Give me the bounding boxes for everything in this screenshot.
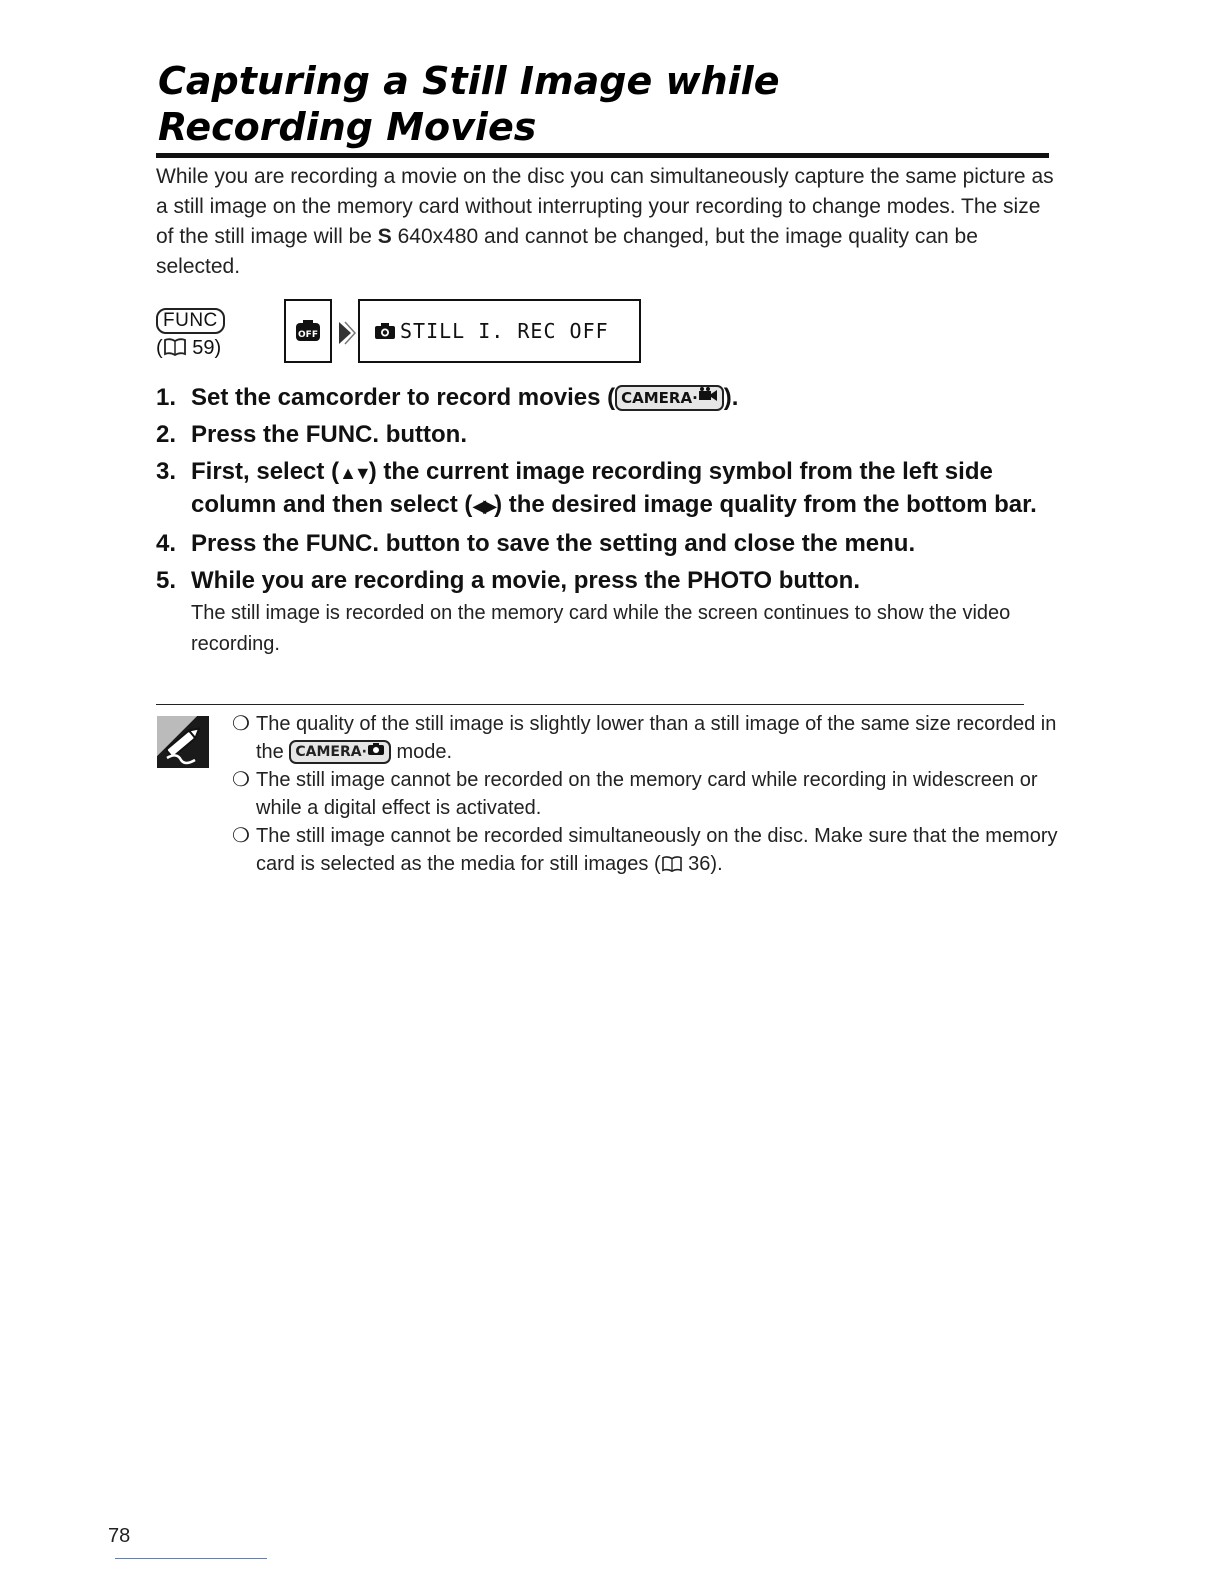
page-ref-open: (: [156, 337, 163, 359]
step-1: [156, 382, 1056, 413]
still-camera-icon: [374, 322, 396, 340]
step-2: [156, 419, 1056, 450]
note-text: The still image cannot be recorded on the memory card while recording in widescreen or while a digital effect is activated.: [256, 769, 1038, 819]
step-5-detail: The still image is recorded on the memory card while the screen continues to show the video recording.: [191, 602, 1011, 655]
note-3: [232, 822, 1062, 878]
step-number: 3.: [156, 458, 177, 485]
note-text-end: mode.: [390, 741, 453, 763]
step-number: 2.: [156, 421, 177, 448]
step-text: While you are recording a movie, press the PHOTO button.: [191, 567, 861, 594]
book-icon: [661, 855, 683, 873]
still-camera-icon: [367, 742, 385, 756]
menu-value-box: [358, 299, 641, 363]
bullet-icon: ❍: [232, 769, 250, 791]
movie-camera-icon: [698, 387, 718, 403]
step-text-end: ).: [723, 384, 739, 411]
notes-list: [232, 710, 1062, 878]
step-text-part-3: ) the desired image quality from the bottom bar.: [494, 491, 1037, 518]
badge-label: CAMERA·: [621, 389, 698, 407]
notes-rule: [156, 704, 1024, 705]
left-right-arrows-icon: ◀▶: [472, 496, 495, 516]
page-underline: [115, 1558, 267, 1559]
page-ref-number: 59: [192, 337, 215, 359]
bullet-icon: ❍: [232, 713, 250, 735]
title-rule: [156, 153, 1049, 158]
camera-off-icon: [294, 319, 322, 343]
func-key-label: FUNC: [156, 308, 225, 334]
step-number: 5.: [156, 567, 177, 594]
badge-label: CAMERA·: [295, 744, 367, 760]
bullet-icon: ❍: [232, 825, 250, 847]
step-text: Press the FUNC. button to save the setting and close the menu.: [191, 530, 916, 557]
step-number: 1.: [156, 384, 177, 411]
size-symbol: S: [377, 225, 392, 248]
func-reference: [156, 306, 276, 362]
step-text: Press the FUNC. button.: [191, 421, 468, 448]
camera-photo-mode-badge: [289, 740, 391, 764]
step-3: [156, 456, 1056, 522]
note-text: The quality of the still image is slightly lower than a still image of the same size recorded in the: [256, 713, 1057, 763]
step-text-part-2: ) the current image recording symbol from the left side column and then select (: [191, 458, 993, 518]
title-line-1: Capturing a Still Image while: [158, 59, 780, 103]
note-text-end: ).: [710, 853, 723, 875]
pencil-note-icon: [157, 716, 209, 768]
menu-value: STILL I. REC OFF: [400, 319, 609, 343]
step-5: [156, 565, 1056, 660]
step-number: 4.: [156, 530, 177, 557]
intro-text-2: 640x480 and cannot be changed, but the image quality can be selected.: [156, 225, 978, 278]
camera-movie-mode-badge: [615, 385, 724, 411]
menu-icon-box: [284, 299, 332, 363]
menu-arrow-icon: [336, 320, 356, 346]
note-text: The still image cannot be recorded simultaneously on the disc. Make sure that the memory card is selected as the media for still images (: [256, 825, 1058, 875]
up-down-arrows-icon: ▲▼: [339, 463, 369, 483]
title-line-2: Recording Movies: [158, 105, 537, 149]
steps-list: [156, 382, 1056, 666]
page-title: [158, 58, 1058, 150]
camera-off-label: OFF: [298, 330, 318, 340]
step-4: [156, 528, 1056, 559]
note-1: [232, 710, 1062, 766]
page-ref-number: 36: [688, 853, 711, 875]
intro-text-1: While you are recording a movie on the disc you can simultaneously capture the same picture as a still image on the memory card without interrupting your recording to change modes. The size of the still image will be: [156, 165, 1054, 248]
step-text-part-1: First, select (: [191, 458, 340, 485]
intro-paragraph: [156, 162, 1056, 282]
book-icon: [163, 337, 187, 357]
page-ref-close: ): [214, 337, 222, 359]
note-2: [232, 766, 1062, 822]
page-number: 78: [108, 1525, 131, 1547]
step-text: Set the camcorder to record movies (: [191, 384, 616, 411]
